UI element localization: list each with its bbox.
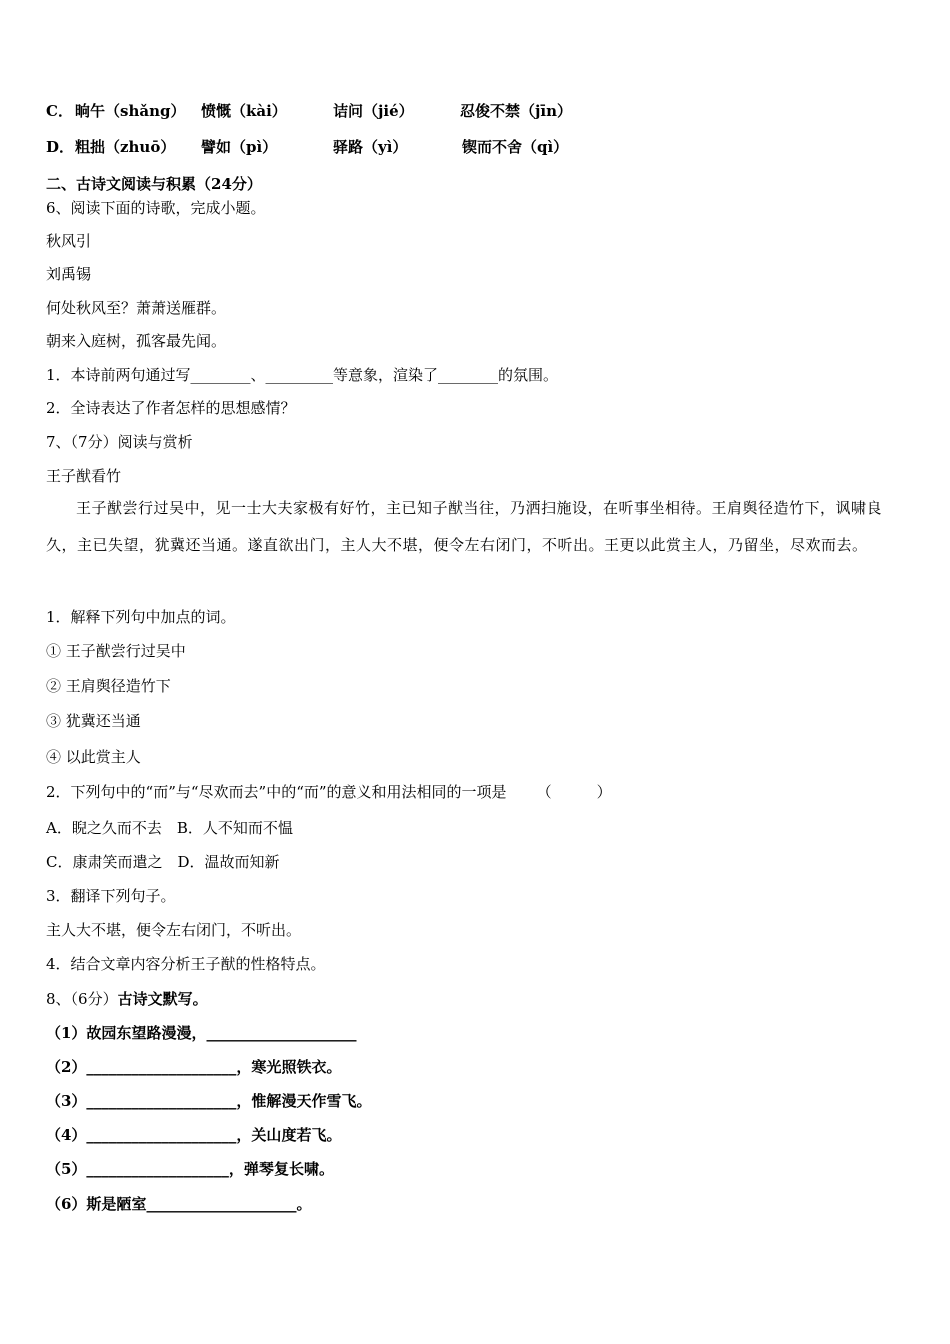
q8-line: （3）____________________，惟解漫天作雪飞。 (46, 1092, 372, 1110)
option-d-item-1: 粗拙（zhuō） (75, 138, 176, 156)
q8-line: （6）斯是陋室____________________。 (46, 1195, 312, 1213)
passage-body: 王子猷尝行过吴中，见一士大夫家极有好竹，主已知子猷当往，乃洒扫施设，在听事坐相待。王肩舆径造竹下，讽啸良久，主已失望，犹冀还当通。遂直欲出门，主人大不堪，便令左右闭门，不听出。王更以此赏主人，乃留坐，尽欢而去。 (46, 499, 883, 554)
q8-line: （4）____________________，关山度若飞。 (46, 1126, 342, 1144)
q6-intro: 6、阅读下面的诗歌，完成小题。 (46, 199, 266, 217)
q7-intro: 7、（7分）阅读与赏析 (46, 433, 193, 451)
q7-sub1-item: ③ 犹冀还当通 (46, 712, 141, 730)
q7-sub1-item: ① 王子猷尝行过吴中 (46, 642, 186, 660)
poem-title: 秋风引 (46, 232, 92, 250)
option-c-item-1: 晌午（shǎng） (75, 102, 186, 120)
q7-sub1-item: ② 王肩舆径造竹下 (46, 677, 171, 695)
q7-sub2-options-1: A．睨之久而不去 B．人不知而不愠 (46, 819, 293, 837)
q7-sub4: 4．结合文章内容分析王子猷的性格特点。 (46, 955, 326, 973)
option-c-letter: C． (46, 102, 73, 120)
q8-line: （5）___________________，弹琴复长啸。 (46, 1160, 334, 1178)
option-c-item-3: 诘问（jié） (333, 102, 414, 120)
answer-parentheses: （ ） (536, 783, 612, 801)
q7-sub1-item: ④ 以此赏主人 (46, 748, 141, 766)
passage-title: 王子猷看竹 (46, 467, 122, 485)
option-c-item-4: 忍俊不禁（jīn） (460, 102, 573, 120)
q8-line: （1）故园东望路漫漫，____________________ (46, 1024, 357, 1042)
q8-intro-title: 古诗文默写。 (117, 990, 208, 1008)
option-d-item-2: 譬如（pì） (201, 138, 278, 156)
q8-intro (46, 989, 208, 1009)
q7-sub3: 3．翻译下列句子。 (46, 887, 176, 905)
q7-sub2-options-2: C．康肃笑而遣之 D．温故而知新 (46, 853, 280, 871)
q7-sub2 (46, 782, 612, 802)
q6-sub1: 1．本诗前两句通过写________、_________等意象，渲染了________的氛围。 (46, 366, 559, 384)
q7-sub1: 1．解释下列句中加点的词。 (46, 608, 236, 626)
poem-author: 刘禹锡 (46, 265, 92, 283)
option-d-item-4: 锲而不舍（qì） (462, 138, 569, 156)
q7-sub3-sentence: 主人大不堪，便令左右闭门，不听出。 (46, 921, 302, 939)
poem-line-2: 朝来入庭树，孤客最先闻。 (46, 332, 227, 350)
option-d-item-3: 驿路（yì） (333, 138, 408, 156)
q7-sub2-text: 2．下列句中的“而”与“尽欢而去”中的“而”的意义和用法相同的一项是 (46, 783, 507, 801)
q6-sub2: 2．全诗表达了作者怎样的思想感情？ (46, 399, 296, 417)
poem-line-1: 何处秋风至？萧萧送雁群。 (46, 299, 227, 317)
q8-line: （2）____________________，寒光照铁衣。 (46, 1058, 342, 1076)
option-d-letter: D． (46, 138, 75, 156)
section-heading: 二、古诗文阅读与积累（24分） (46, 175, 262, 193)
option-c-item-2: 愤慨（kài） (201, 102, 287, 120)
q8-intro-prefix: 8、（6分） (46, 990, 118, 1008)
